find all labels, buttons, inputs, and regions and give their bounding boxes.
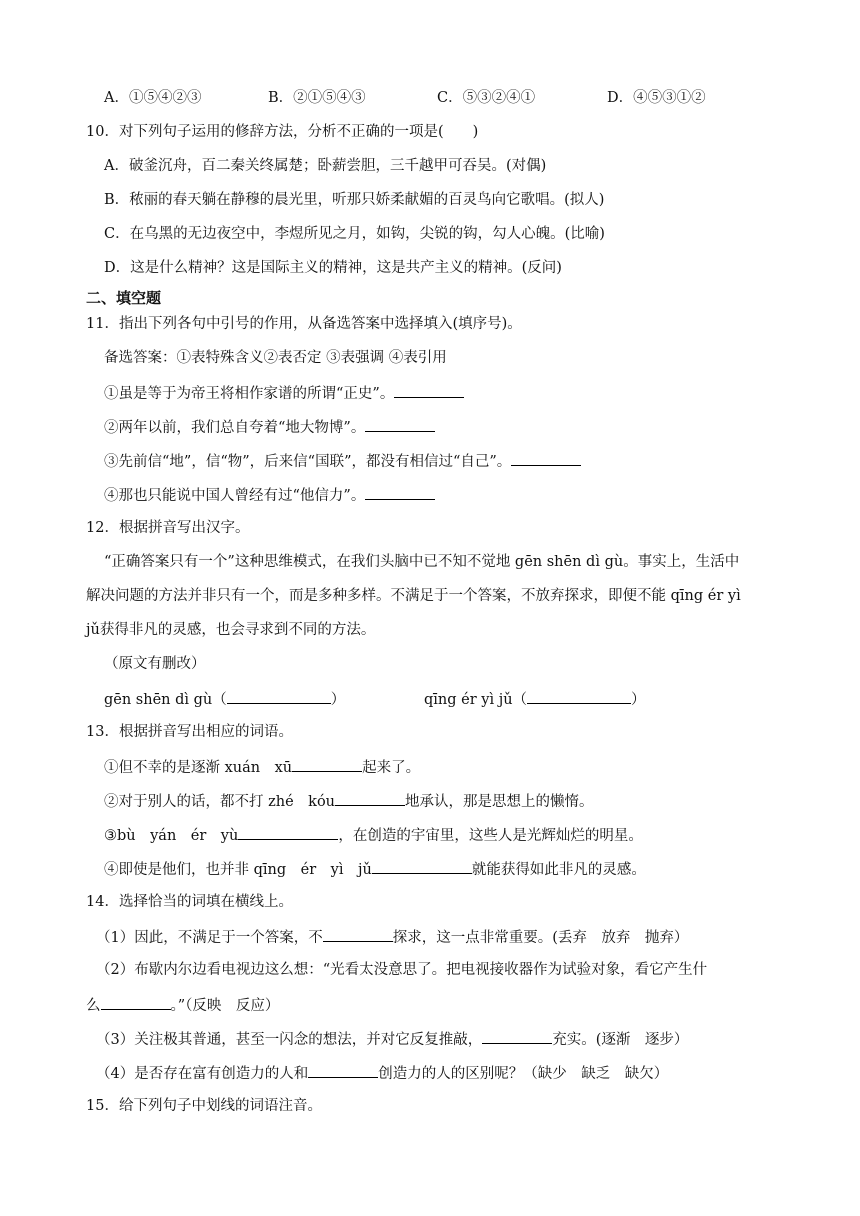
q12-blank-2 xyxy=(424,688,646,710)
q13-item-4 xyxy=(104,858,646,880)
q12-blank-1 xyxy=(104,688,345,710)
answer-blank[interactable] xyxy=(292,756,362,772)
q12-stem: 12．根据拼音写出汉字。 xyxy=(86,520,250,536)
q9-option-c: C．⑤③②④① xyxy=(437,90,536,106)
q13-item-4-pre: ④即使是他们，也并非 qīng ér yì jǔ xyxy=(104,862,372,878)
q9-option-a: A．①⑤④②③ xyxy=(104,90,202,106)
q9-option-b: B．②①⑤④③ xyxy=(268,90,366,106)
q13-item-2-pre: ②对于别人的话，都不打 zhé kóu xyxy=(104,794,336,810)
q14-item-4-pre: （4）是否存在富有创造力的人和 xyxy=(96,1066,309,1082)
q13-item-3 xyxy=(104,824,643,846)
q13-item-2 xyxy=(104,790,594,812)
q12-paragraph-line-2: 解决问题的方法并非只有一个，而是多种多样。不满足于一个答案，不放弃探求，即便不能 qīng ér yì xyxy=(86,588,741,604)
q14-item-3 xyxy=(96,1028,688,1050)
close-paren: ） xyxy=(330,692,346,708)
answer-blank[interactable] xyxy=(527,688,631,704)
q11-item-1-text: ①虽是等于为帝王将相作家谱的所谓“正史”。 xyxy=(104,386,395,402)
answer-blank[interactable] xyxy=(238,824,338,840)
q11-item-2 xyxy=(104,416,435,438)
q14-item-2-line-1: （2）布歇内尔边看电视边这么想：“光看太没意思了。把电视接收器作为试验对象，看它产生什 xyxy=(96,962,708,978)
q14-item-3-pre: （3）关注极其普通，甚至一闪念的想法，并对它反复推敲， xyxy=(96,1032,483,1048)
q14-stem: 14．选择恰当的词填在横线上。 xyxy=(86,894,293,910)
q11-item-4 xyxy=(104,484,435,506)
q12-blank-2-pinyin: qīng ér yì jǔ（ xyxy=(424,692,528,708)
q9-option-d: D．④⑤③①② xyxy=(607,90,706,106)
q14-item-2-post: 。”（反映 反应） xyxy=(170,998,280,1014)
q14-item-3-post: 充实。(逐渐 逐步） xyxy=(552,1032,689,1048)
answer-blank[interactable] xyxy=(323,926,393,942)
answer-blank[interactable] xyxy=(335,790,405,806)
q14-item-1 xyxy=(96,926,688,948)
q12-blank-1-pinyin: gēn shēn dì gù（ xyxy=(104,692,227,708)
q12-paragraph-line-1: “正确答案只有一个”这种思维模式，在我们头脑中已不知不觉地 gēn shēn dì gù。事实上，生活中 xyxy=(104,554,740,570)
q10-stem: 10．对下列句子运用的修辞方法，分析不正确的一项是( ) xyxy=(86,124,479,140)
q13-item-2-post: 地承认，那是思想上的懒惰。 xyxy=(405,794,594,810)
answer-blank[interactable] xyxy=(365,416,435,432)
q13-item-3-pre: ③bù yán ér yù xyxy=(104,828,239,844)
q11-item-1 xyxy=(104,382,464,404)
answer-blank[interactable] xyxy=(308,1062,378,1078)
answer-blank[interactable] xyxy=(227,688,331,704)
q12-paragraph-line-3: jǔ获得非凡的灵感，也会寻求到不同的方法。 xyxy=(86,622,376,638)
q11-item-3-text: ③先前信“地”，信“物”，后来信“国联”，都没有相信过“自己”。 xyxy=(104,454,512,470)
q13-item-1-pre: ①但不幸的是逐渐 xuán xū xyxy=(104,760,293,776)
q12-note: （原文有删改） xyxy=(104,656,206,672)
close-paren: ） xyxy=(631,692,646,708)
q15-stem: 15．给下列句子中划线的词语注音。 xyxy=(86,1098,322,1114)
q13-item-3-post: ，在创造的宇宙里，这些人是光辉灿烂的明星。 xyxy=(338,828,643,844)
q13-item-4-post: 就能获得如此非凡的灵感。 xyxy=(471,862,646,878)
answer-blank[interactable] xyxy=(511,450,581,466)
q10-option-b: B．秾丽的春天躺在静穆的晨光里，听那只娇柔献媚的百灵鸟向它歌唱。(拟人) xyxy=(104,192,605,208)
q11-item-2-text: ②两年以前，我们总自夸着“地大物博”。 xyxy=(104,420,366,436)
answer-blank[interactable] xyxy=(394,382,464,398)
q13-item-1-post: 起来了。 xyxy=(362,760,421,776)
q14-item-4 xyxy=(96,1062,668,1084)
q11-stem: 11．指出下列各句中引号的作用，从备选答案中选择填入(填序号)。 xyxy=(86,316,522,332)
q11-item-3 xyxy=(104,450,581,472)
q13-stem: 13．根据拼音写出相应的词语。 xyxy=(86,724,293,740)
q14-item-1-pre: （1）因此，不满足于一个答案，不 xyxy=(96,930,323,946)
section-title: 二、填空题 xyxy=(86,289,162,307)
q10-option-d: D．这是什么精神？这是国际主义的精神，这是共产主义的精神。(反问) xyxy=(104,260,562,276)
answer-blank[interactable] xyxy=(482,1028,552,1044)
answer-blank[interactable] xyxy=(101,994,171,1010)
q14-item-4-post: 创造力的人的区别呢？（缺少 缺乏 缺欠） xyxy=(378,1066,669,1082)
q14-item-1-post: 探求，这一点非常重要。(丢弃 放弃 抛弃） xyxy=(392,930,689,946)
q10-option-a: A．破釜沉舟，百二秦关终属楚；卧薪尝胆，三千越甲可吞吴。(对偶) xyxy=(104,158,547,174)
q13-item-1 xyxy=(104,756,420,778)
answer-blank[interactable] xyxy=(365,484,435,500)
q11-choices: 备选答案：①表特殊含义②表否定 ③表强调 ④表引用 xyxy=(104,350,447,366)
q11-item-4-text: ④那也只能说中国人曾经有过“他信力”。 xyxy=(104,488,366,504)
q14-item-2-pre: 么 xyxy=(86,998,101,1014)
answer-blank[interactable] xyxy=(372,858,472,874)
q10-option-c: C．在乌黑的无边夜空中，李煜所见之月，如钩，尖锐的钩，勾人心魄。(比喻) xyxy=(104,226,605,242)
q14-item-2-line-2 xyxy=(86,994,279,1016)
